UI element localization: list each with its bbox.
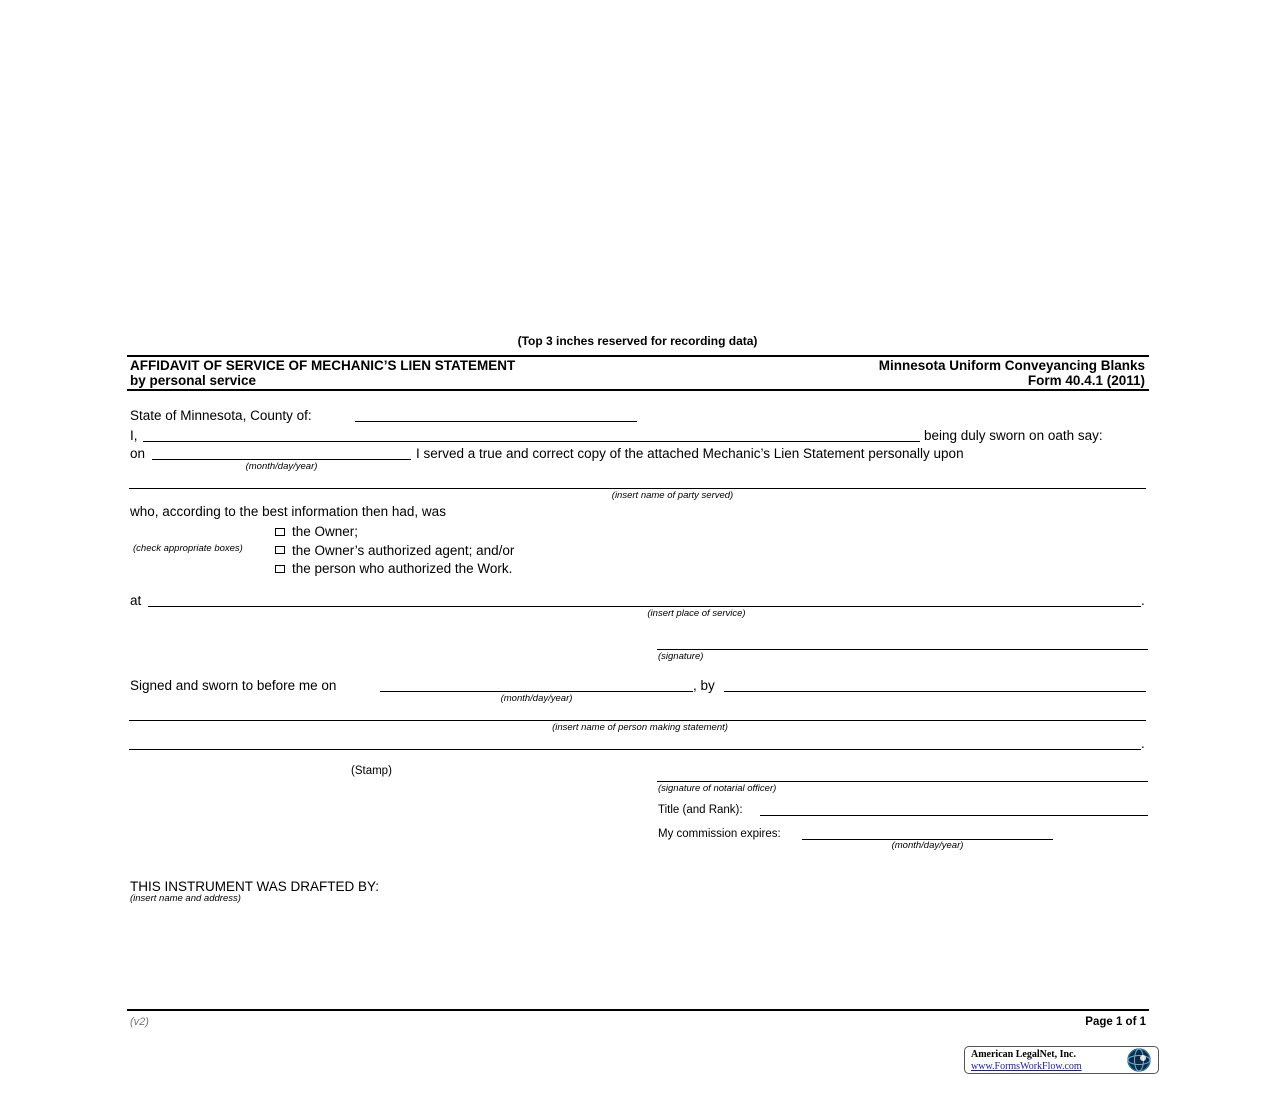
- logo-url[interactable]: www.FormsWorkFlow.com: [971, 1061, 1082, 1072]
- affiant-name-field[interactable]: [143, 441, 920, 442]
- header-top-rule: [127, 355, 1149, 357]
- service-date-field[interactable]: [152, 459, 411, 460]
- person-statement-note: (insert name of person making statement): [552, 722, 728, 733]
- notary-date-note: (month/day/year): [500, 693, 573, 704]
- signature-field[interactable]: [657, 649, 1148, 650]
- form-title: AFFIDAVIT OF SERVICE OF MECHANIC’S LIEN STATEMENT: [130, 358, 516, 373]
- title-rank-field[interactable]: [760, 815, 1148, 816]
- american-legalnet-logo[interactable]: [964, 1046, 1159, 1074]
- version-label: (v2): [130, 1016, 149, 1028]
- signature-note: (signature): [658, 651, 704, 662]
- page-number: Page 1 of 1: [1085, 1016, 1146, 1028]
- by-field[interactable]: [724, 691, 1146, 692]
- header-bottom-rule: [127, 389, 1149, 391]
- place-period: .: [1141, 593, 1145, 608]
- party-served-note: (insert name of party served): [611, 490, 734, 501]
- reserved-note: (Top 3 inches reserved for recording data): [517, 334, 758, 348]
- at-prefix: at: [130, 593, 142, 608]
- who-text: who, according to the best information then had, was: [130, 504, 446, 519]
- commission-date-note: (month/day/year): [891, 840, 964, 851]
- additional-period: .: [1141, 736, 1145, 751]
- check-note: (check appropriate boxes): [133, 543, 243, 554]
- drafted-by-note: (insert name and address): [130, 893, 241, 904]
- globe-icon: [1122, 1048, 1156, 1072]
- publisher: Minnesota Uniform Conveyancing Blanks: [878, 358, 1145, 373]
- notary-signature-field[interactable]: [657, 781, 1148, 782]
- logo-company: American LegalNet, Inc.: [971, 1049, 1076, 1060]
- commission-label: My commission expires:: [658, 828, 781, 840]
- state-county-label: State of Minnesota, County of:: [130, 408, 312, 423]
- option-agent: the Owner’s authorized agent; and/or: [292, 543, 515, 558]
- stamp-label: (Stamp): [351, 765, 392, 777]
- notary-signature-note: (signature of notarial officer): [658, 783, 777, 794]
- signed-sworn-label: Signed and sworn to before me on: [130, 678, 337, 693]
- form-subtitle: by personal service: [130, 373, 257, 388]
- place-note: (insert place of service): [647, 608, 746, 619]
- option-owner: the Owner;: [292, 524, 359, 539]
- county-field[interactable]: [355, 421, 637, 422]
- agent-checkbox[interactable]: [275, 546, 285, 554]
- sworn-text: being duly sworn on oath say:: [924, 428, 1103, 443]
- drafted-by-label: THIS INSTRUMENT WAS DRAFTED BY:: [130, 879, 380, 894]
- authorizer-checkbox[interactable]: [275, 565, 285, 573]
- owner-checkbox[interactable]: [275, 528, 285, 536]
- affiant-prefix: I,: [130, 428, 138, 443]
- title-rank-label: Title (and Rank):: [658, 804, 743, 816]
- on-prefix: on: [130, 446, 146, 461]
- place-of-service-field[interactable]: [148, 606, 1141, 607]
- by-label: , by: [693, 678, 715, 693]
- party-served-field[interactable]: [129, 488, 1146, 489]
- form-number: Form 40.4.1 (2011): [1027, 373, 1145, 388]
- person-statement-field[interactable]: [129, 720, 1146, 721]
- served-text: I served a true and correct copy of the attached Mechanic’s Lien Statement personally upon: [416, 446, 964, 461]
- footer-rule: [127, 1009, 1149, 1011]
- additional-line-field[interactable]: [129, 749, 1141, 750]
- service-date-note: (month/day/year): [245, 461, 318, 472]
- option-authorizer: the person who authorized the Work.: [292, 561, 513, 576]
- notary-date-field[interactable]: [380, 691, 693, 692]
